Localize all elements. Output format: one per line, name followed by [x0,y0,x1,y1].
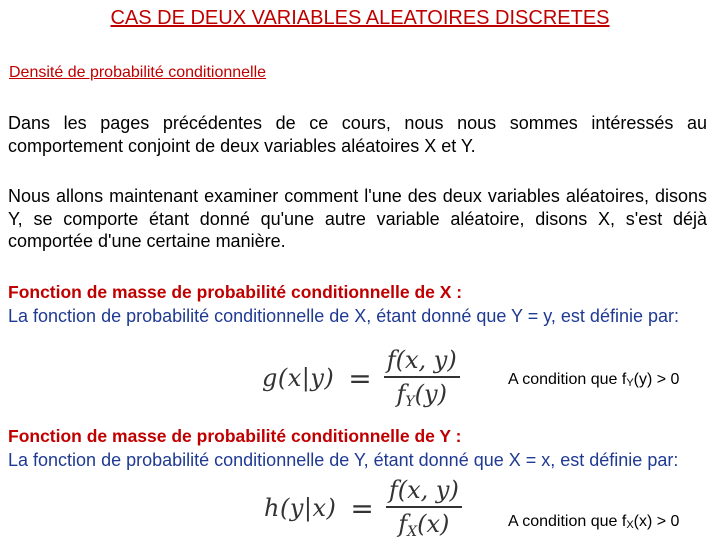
formula-g-numerator: f(x, y) [386,346,457,374]
page-title: CAS DE DEUX VARIABLES ALEATOIRES DISCRETES [110,7,610,29]
condition-x: A condition que $f_Y(y) > 0$ [508,371,680,389]
formula-g-fraction [384,346,460,410]
formula-h-denominator: $f_X(x)$ [398,510,450,540]
formula-h-numerator: f(x, y) [388,476,459,504]
context-paragraph: Nous allons maintenant examiner comment l'une des deux variables aléatoires, disons Y, se comporte étant donné qu'une autre variable aléatoire, disons X, s'est déjà comportée d'une certaine manière. [8,186,707,251]
formula-g-lhs: g(x|y) [262,364,335,392]
condition-y: A condition que $f_X(x) > 0$ [508,513,680,531]
section-x-text: La fonction de probabilité conditionnelle de X, étant donné que Y = y, est définie par: [8,306,679,326]
formula-h-lhs: h(y|x) [264,494,337,522]
section-y-text: La fonction de probabilité conditionnelle de Y, étant donné que X = x, est définie par: [8,450,679,470]
section-x-heading: Fonction de masse de probabilité conditionnelle de X : [8,282,463,302]
formula-h-equals: = [350,491,374,525]
section-y-heading: Fonction de masse de probabilité conditionnelle de Y : [8,426,462,446]
formula-g-denominator: $f_Y(y)$ [396,380,447,410]
formula-g [262,346,460,410]
formula-g-equals: = [348,361,372,395]
section-subtitle: Densité de probabilité conditionnelle [9,64,267,81]
intro-paragraph: Dans les pages précédentes de ce cours, nous nous sommes intéressés au comportement conjoint de deux variables aléatoires X et Y. [8,113,707,156]
formula-h [264,476,462,540]
formula-h-fraction [386,476,462,540]
